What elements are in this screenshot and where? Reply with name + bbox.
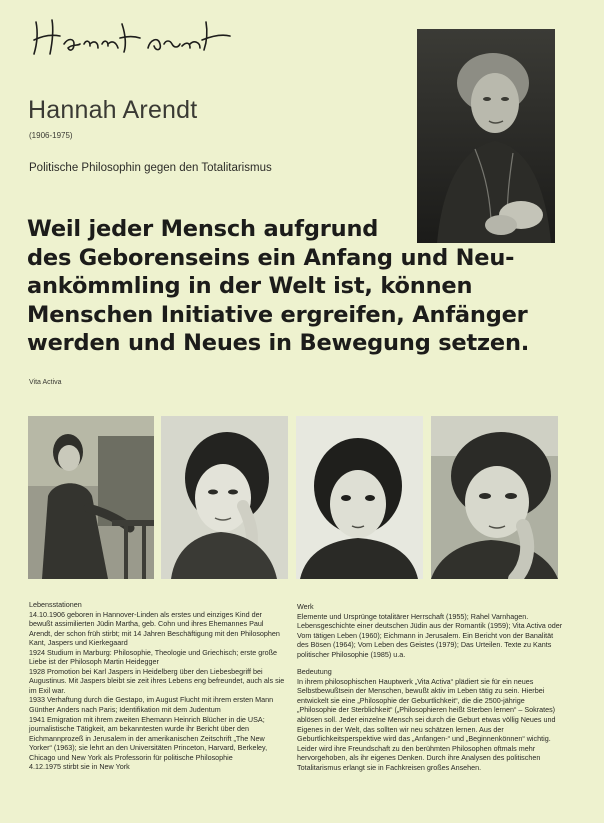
lebensstation-entry: 1933 Verhaftung durch die Gestapo, im August Flucht mit ihrem ersten Mann Günther Anders nach Paris; Identifikation mit dem Judentum bbox=[29, 695, 274, 715]
woman-short-hair-portrait-photo-icon bbox=[296, 416, 423, 579]
lebensstation-entry: 1924 Studium in Marburg: Philosophie, Theologie und Griechisch; erste große Liebe ist der Philosoph Martin Heidegger bbox=[29, 647, 277, 667]
lebensstation-entry: 4.12.1975 stirbt sie in New York bbox=[29, 762, 130, 772]
subtitle: Politische Philosophin gegen den Totalitarismus bbox=[29, 162, 272, 174]
werk-bedeutung-section bbox=[297, 602, 563, 772]
quote-source: Vita Activa bbox=[29, 379, 62, 386]
photo-3 bbox=[296, 416, 423, 579]
lebensstationen-heading: Lebensstationen bbox=[29, 600, 82, 609]
woman-standing-photo-icon bbox=[28, 416, 154, 579]
bedeutung-text: In ihrem philosophischen Hauptwerk „Vita Activa“ plädiert sie für ein neues Selbstbewußtsein der Menschen, bewußt aktiv im Leben tätig zu sein. Hierbei entwickelt sie eine „Philosophie der Geburtlichkeit“, die die 2500-jährige „Philosophie der Sterblichkeit“ („Philosophieren heißt Sterben lernen“ – Sokrates) ablösen soll. Jeder einzelne Mensch sei durch die Geburt etwas völlig Neues und Eigenes in der Welt, das sollten wir neu schätzen lernen. Aus der Geburtlichkeitsperspektive wird das „Anfangen-“ und „Beginnenkönnen“ wichtig. Leider wird ihre Freundschaft zu den berühmten Philosophen oftmals mehr hervorgehoben, als ihr eigenes Denken. Durch ihre Analysen des politischen Totalitarismus erlangt sie in Fachkreisen großes Ansehen. bbox=[297, 676, 556, 772]
photo-1 bbox=[28, 416, 154, 579]
werk-heading: Werk bbox=[297, 602, 314, 611]
elderly-woman-portrait-icon bbox=[417, 29, 555, 243]
page-title: Hannah Arendt bbox=[28, 96, 198, 124]
lebensstation-entry: 14.10.1906 geboren in Hannover-Linden als erstes und einziges Kind der bewußt assimilierten Jüdin Martha, geb. Cohn und ihres Ehemannes Paul Arendt, der schon früh stirbt; mit 14 Jahren Beschäftigung mit den Philosophen Kant, Jaspers und Kierkegaard bbox=[29, 609, 280, 648]
photo-4 bbox=[431, 416, 558, 579]
photo-2 bbox=[161, 416, 288, 579]
lebensstationen-section bbox=[29, 600, 287, 772]
bedeutung-heading: Bedeutung bbox=[297, 667, 332, 677]
lebensstation-entry: 1941 Emigration mit ihrem zweiten Ehemann Heinrich Blücher in die USA; journalistische Tätigkeit, am bekanntesten wurde ihr Bericht über den Eichmannprozeß in Jerusalem in der amerikanischen Zeitschrift „The New Yorker“ (1963); sie lehrt an den Universitäten Princeton, Harvard, Berkeley, Chicago und New York als Professorin für politische Philosophie bbox=[29, 714, 268, 762]
life-years: (1906-1975) bbox=[29, 131, 73, 140]
signature-image bbox=[30, 14, 240, 60]
woman-thoughtful-portrait-photo-icon bbox=[431, 416, 558, 579]
lebensstation-entry: 1928 Promotion bei Karl Jaspers in Heidelberg über den Liebesbegriff bei Augustinus. Mit Jaspers bleibt sie zeit ihres Lebens eng befreundet, auch als sie im Exil war. bbox=[29, 666, 285, 695]
young-woman-portrait-photo-icon bbox=[161, 416, 288, 579]
werk-text: Elemente und Ursprünge totalitärer Herrschaft (1955); Rahel Varnhagen. Lebensgeschichte einer deutschen Jüdin aus der Romantik (1959); Vita Activa oder Vom tätigen Leben (1960); Eichmann in Jerusalem. Ein Bericht von der Banalität des Bösen (1964); Vom Leben des Geistes (1979); Das Urteilen. Texte zu Kants politischer Philosophie (1985) u.a. bbox=[297, 611, 563, 659]
signature-icon bbox=[30, 14, 240, 60]
main-quote: Weil jeder Mensch aufgrund des Geborenseins ein Anfang und Neu- ankömmling in der Welt ist, können Menschen Initiative ergreifen, Anfänger werden und Neues in Bewegung setzen. bbox=[27, 216, 530, 356]
portrait-photo bbox=[417, 29, 555, 243]
